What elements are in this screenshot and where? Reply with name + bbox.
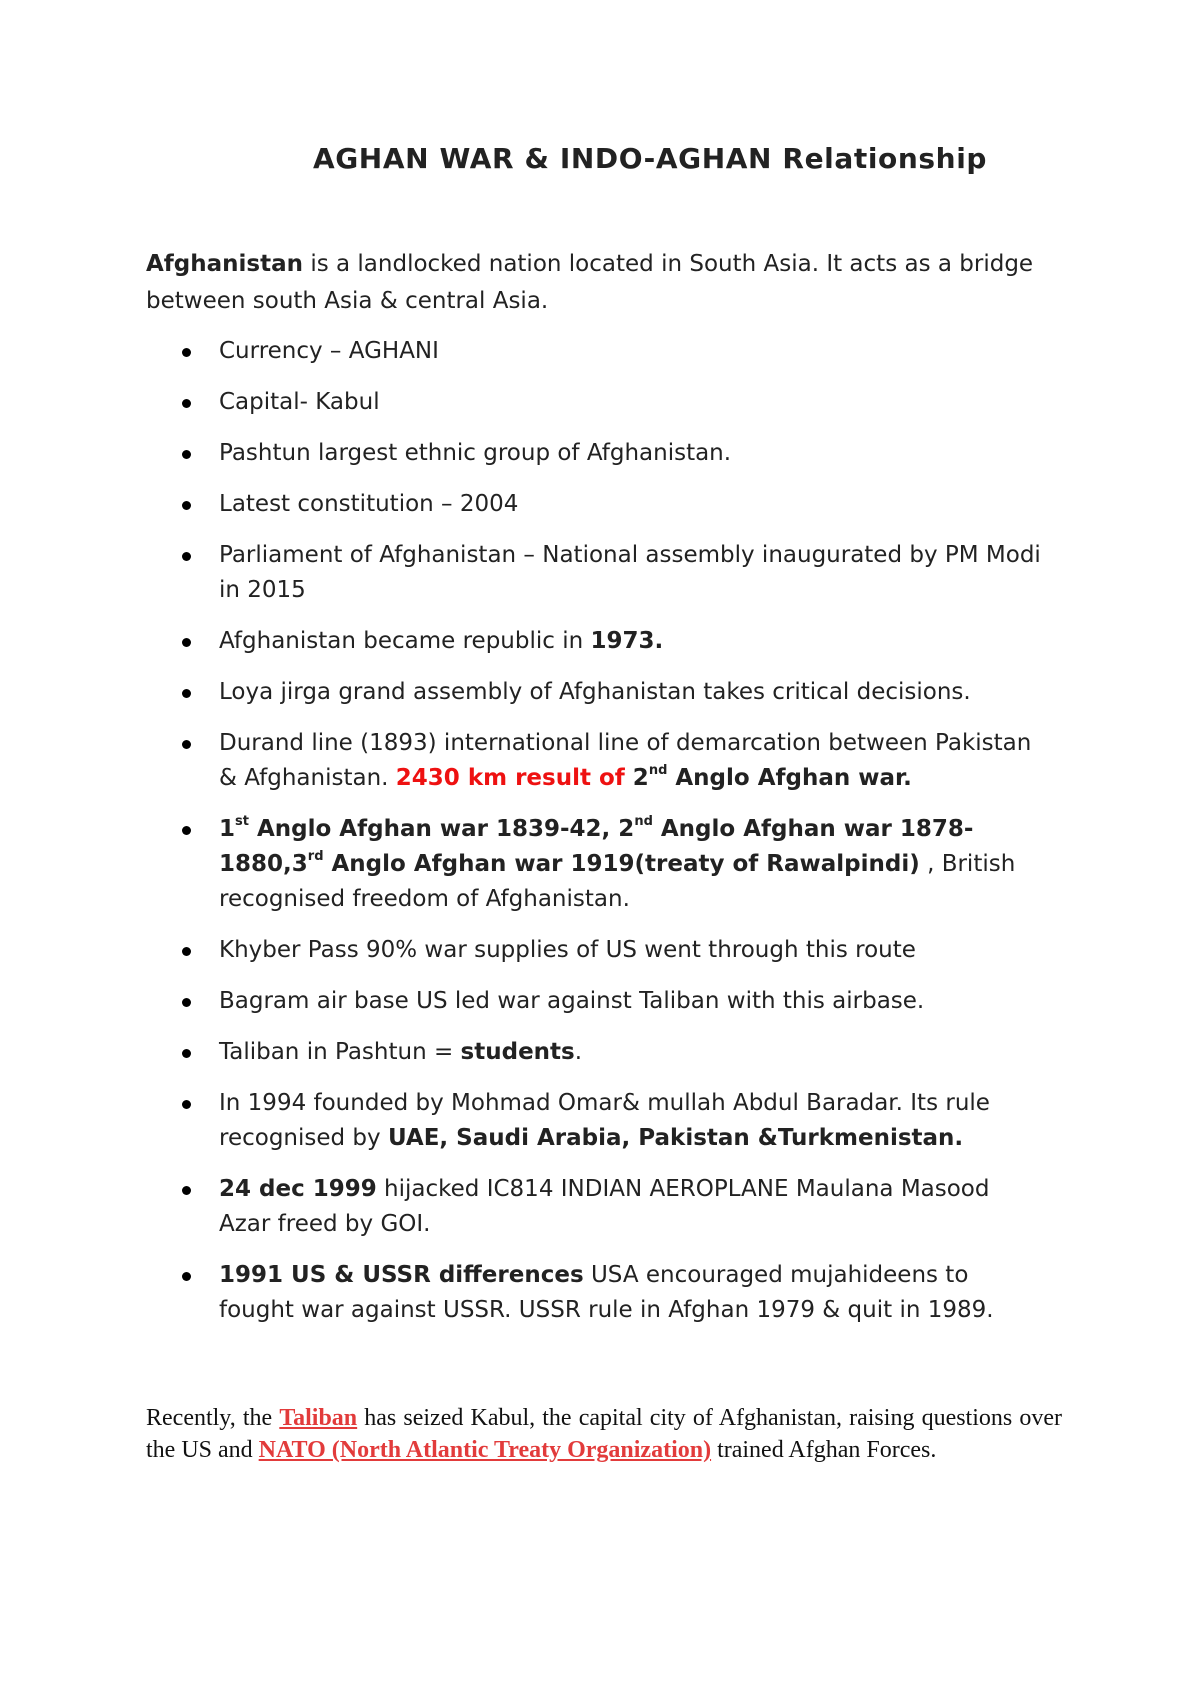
list-item-bold: 1991 US & USSR differences	[219, 1262, 584, 1288]
list-item	[146, 726, 1046, 796]
list-item-bold: Anglo Afghan war 1839-42,	[248, 816, 619, 842]
list-item	[146, 675, 1046, 710]
list-item-text: In 1994 founded by Mohmad Omar& mullah Abdul Baradar. Its rule recognised by	[219, 1090, 990, 1151]
list-item	[146, 487, 1046, 522]
intro-bold-lead: Afghanistan	[146, 251, 304, 277]
bullet-icon	[182, 501, 191, 510]
list-item	[146, 385, 1046, 420]
ordinal-number: 2	[618, 816, 635, 842]
list-item	[146, 334, 1046, 369]
bullet-icon	[182, 826, 191, 835]
list-item	[146, 1258, 1046, 1328]
list-item-text: hijacked IC814 INDIAN AEROPLANE Maulana Masood Azar freed by GOI.	[219, 1176, 990, 1237]
bullet-icon	[182, 552, 191, 561]
ordinal-suffix: rd	[307, 849, 324, 864]
bullet-icon	[182, 689, 191, 698]
list-item	[146, 1086, 1046, 1156]
taliban-link[interactable]: Taliban	[279, 1405, 358, 1431]
list-item-text: Taliban in Pashtun =	[219, 1039, 461, 1065]
ordinal-number: 3	[291, 851, 308, 877]
bullet-icon	[182, 399, 191, 408]
list-item-text: USA encouraged mujahideens to fought war against USSR. USSR rule in Afghan 1979 & quit in 1989.	[219, 1262, 994, 1323]
list-item	[146, 538, 1046, 608]
list-item-text: Bagram air base US led war against Taliban with this airbase.	[219, 988, 925, 1014]
list-item-text: Currency – AGHANI	[219, 338, 439, 364]
ordinal-number: 1	[219, 816, 236, 842]
list-item-text: Pashtun largest ethnic group of Afghanistan.	[219, 440, 732, 466]
list-item-text: Latest constitution – 2004	[219, 491, 519, 517]
bullet-icon	[182, 947, 191, 956]
list-item-text: Afghanistan became republic in	[219, 628, 591, 654]
intro-text: is a landlocked nation located in South Asia. It acts as a bridge between south Asia & central Asia.	[146, 251, 1034, 314]
bullet-icon	[182, 998, 191, 1007]
list-item-text: Parliament of Afghanistan – National assembly inaugurated by PM Modi in 2015	[219, 542, 1041, 603]
closing-text: trained Afghan Forces.	[711, 1437, 937, 1463]
list-item	[146, 812, 1046, 917]
ordinal-suffix: st	[235, 814, 249, 829]
list-item-text: .	[574, 1039, 583, 1065]
bullet-icon	[182, 1100, 191, 1109]
list-item-text: Loya jirga grand assembly of Afghanistan takes critical decisions.	[219, 679, 971, 705]
list-item	[146, 1172, 1046, 1242]
list-item	[146, 933, 1046, 968]
list-item-bold: Anglo Afghan war.	[667, 765, 912, 791]
closing-text: Recently, the	[146, 1405, 280, 1431]
list-item-text: Capital- Kabul	[219, 389, 380, 415]
list-item-bold: 24 dec 1999	[219, 1176, 377, 1202]
ordinal-suffix: nd	[634, 814, 653, 829]
bullet-icon	[182, 1272, 191, 1281]
bullet-icon	[182, 740, 191, 749]
list-item-bold: students	[460, 1039, 575, 1065]
list-item	[146, 1035, 1046, 1070]
list-item-text: , British recognised freedom of Afghanistan.	[219, 851, 1016, 912]
bullet-icon	[182, 450, 191, 459]
intro-paragraph	[146, 246, 1046, 320]
ordinal-number: 2	[632, 765, 649, 791]
list-item	[146, 624, 1046, 659]
list-item-bold: 1973.	[590, 628, 664, 654]
highlight-red-text: 2430 km result of	[395, 765, 633, 791]
list-item-text: Khyber Pass 90% war supplies of US went through this route	[219, 937, 916, 963]
list-item-text: Durand line (1893) international line of demarcation between Pakistan & Afghanistan.	[219, 730, 1032, 791]
bullet-icon	[182, 348, 191, 357]
closing-text: has seized Kabul, the capital city of Afghanistan, raising questions over the US and	[146, 1405, 1063, 1463]
nato-link[interactable]: NATO (North Atlantic Treaty Organization)	[258, 1437, 712, 1463]
list-item-bold: UAE, Saudi Arabia, Pakistan &Turkmenistan.	[387, 1125, 964, 1151]
list-item-bold: Anglo Afghan war 1878-1880,	[219, 816, 974, 877]
ordinal-suffix: nd	[648, 763, 668, 778]
list-item	[146, 984, 1046, 1019]
list-item-bold: Anglo Afghan war 1919(treaty of Rawalpindi)	[323, 851, 920, 877]
fact-list	[146, 334, 1046, 1344]
list-item	[146, 436, 1046, 471]
bullet-icon	[182, 638, 191, 647]
bullet-icon	[182, 1049, 191, 1058]
bullet-icon	[182, 1186, 191, 1195]
closing-paragraph	[146, 1402, 1062, 1466]
page-title: AGHAN WAR & INDO-AGHAN Relationship	[312, 142, 988, 175]
